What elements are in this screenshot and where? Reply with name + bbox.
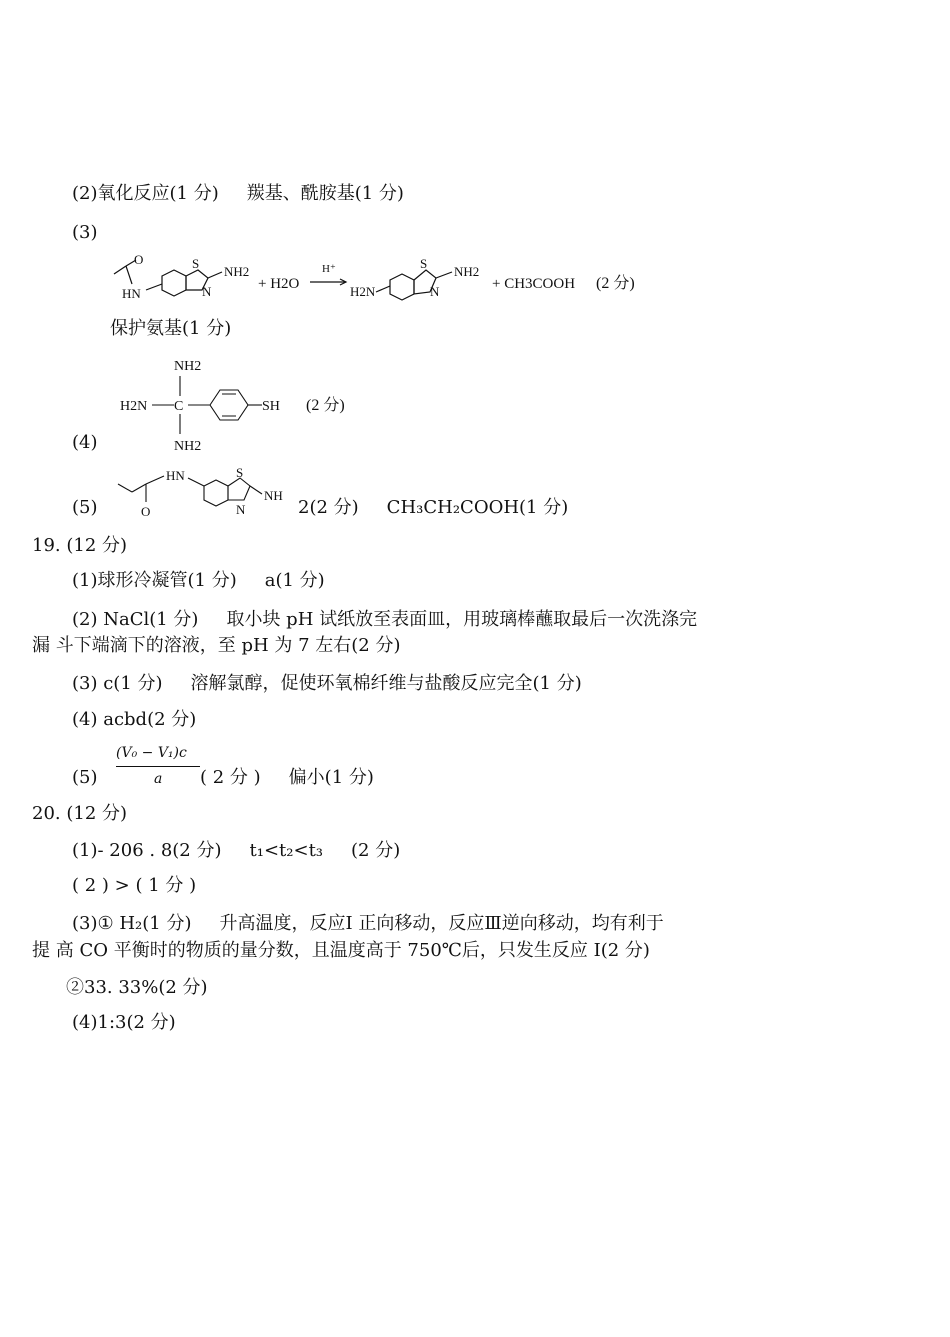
q19-part5-label: (5) xyxy=(72,767,98,788)
q19-fraction-bar xyxy=(116,766,200,767)
struct2-score: (2 分) xyxy=(306,397,345,414)
struct2-sh: SH xyxy=(262,399,280,414)
q19-part5-rest xyxy=(200,767,374,789)
product-nh2: NH2 xyxy=(454,264,480,279)
reactant-hn: HN xyxy=(122,286,141,301)
q20-part3 xyxy=(72,913,664,935)
q19-part4: (4) acbd(2 分) xyxy=(72,709,197,730)
q19-part5-score: ( 2 分 ) xyxy=(200,767,261,788)
struct5-hn: HN xyxy=(166,468,185,483)
reaction-score: (2 分) xyxy=(596,275,635,292)
q19-part1 xyxy=(72,570,325,592)
q18-part5-answers xyxy=(298,497,568,519)
thiophenol-structure xyxy=(116,354,386,454)
q19-part2 xyxy=(72,609,697,631)
reactant-s: S xyxy=(192,256,200,271)
reactant-n: N xyxy=(202,284,212,299)
q19-part1-label: (1)球形冷凝管(1 分) xyxy=(72,570,237,591)
q19-part2-text2: 漏 斗下端滴下的溶液，至 pH 为 7 左右(2 分) xyxy=(32,635,401,656)
q18-part5-answer: CH₃CH₂COOH(1 分) xyxy=(386,497,569,518)
q18-part5-label: (5) xyxy=(72,497,98,518)
q19-fraction-denominator: a xyxy=(154,771,163,787)
struct2-nh2-top: NH2 xyxy=(174,359,202,374)
q18-part5-score: 2(2 分) xyxy=(298,497,359,518)
q19-part2-label: (2) NaCl(1 分) xyxy=(72,609,199,630)
q20-part3-text2: 提 高 CO 平衡时的物质的量分数，且温度高于 750℃后，只发生反应 I(2 分) xyxy=(32,940,650,961)
q19-part5-answer: 偏小(1 分) xyxy=(288,767,374,788)
reactant-o: O xyxy=(134,252,144,267)
product-s: S xyxy=(420,256,428,271)
q19-part3-text: 溶解氯醇，促使环氧棉纤维与盐酸反应完全(1 分) xyxy=(190,673,582,694)
product-n: N xyxy=(430,284,440,299)
q19-part3 xyxy=(72,673,582,695)
struct5-n: N xyxy=(236,502,246,517)
amide-structure xyxy=(112,462,302,522)
q18-part4-label: (4) xyxy=(72,432,98,453)
plus-water: + H2O xyxy=(258,276,300,292)
q20-part3b: ②33. 33%(2 分) xyxy=(66,977,208,998)
q19-header: 19. (12 分) xyxy=(32,535,128,556)
q20-part3-label: (3)① H₂(1 分) xyxy=(72,913,192,934)
q18-part2-answer: 羰基、酰胺基(1 分) xyxy=(246,183,404,204)
q20-header: 20. (12 分) xyxy=(32,803,128,824)
q18-part3-note: 保护氨基(1 分) xyxy=(110,318,232,339)
q20-part1 xyxy=(72,840,400,862)
struct5-o: O xyxy=(141,504,151,519)
reaction-scheme xyxy=(100,250,660,320)
q19-part3-label: (3) c(1 分) xyxy=(72,673,163,694)
q19-part2-text1: 取小块 pH 试纸放至表面皿，用玻璃棒蘸取最后一次洗涤完 xyxy=(226,609,698,630)
catalyst: H⁺ xyxy=(322,263,336,275)
product-h2n: H2N xyxy=(350,284,376,299)
q18-part2-label: (2)氧化反应(1 分) xyxy=(72,183,219,204)
struct2-h2n: H2N xyxy=(120,399,148,414)
q20-part3-text1: 升高温度，反应Ⅰ 正向移动，反应Ⅲ逆向移动，均有利于 xyxy=(219,913,664,934)
q20-part1-label: (1)- 206 . 8(2 分) xyxy=(72,840,222,861)
q19-fraction-numerator: (V₀ − V₁)c xyxy=(116,745,187,761)
q20-part2: ( 2 ) > ( 1 分 ) xyxy=(72,875,197,896)
q20-part1-score: (2 分) xyxy=(351,840,401,861)
plus-acetic-acid: + CH3COOH xyxy=(492,276,576,292)
q18-part3-label: (3) xyxy=(72,222,98,243)
q20-part1-answer: t₁<t₂<t₃ xyxy=(249,840,324,861)
q19-part1-answer: a(1 分) xyxy=(264,570,325,591)
q20-part4: (4)1:3(2 分) xyxy=(72,1012,176,1033)
struct2-nh2-bottom: NH2 xyxy=(174,439,202,454)
q18-part2 xyxy=(72,183,404,205)
struct5-s: S xyxy=(236,465,244,480)
struct2-c: C xyxy=(174,399,184,414)
struct5-nh2: NH xyxy=(264,488,283,503)
reactant-nh2: NH2 xyxy=(224,264,250,279)
